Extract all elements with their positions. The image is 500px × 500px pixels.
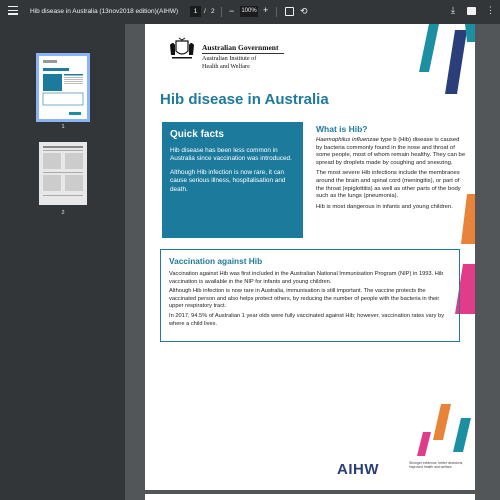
what-is-hib-para-1 xyxy=(316,137,466,167)
vaccination-para-2: Although Hib infection is now rare in Australia, immunisation is still important. The vaccine protects the vaccinated person and also helps protect others, by reducing the number of people with the bacteria in their upper respiratory tract. xyxy=(169,288,440,310)
thumbnail-preview-2 xyxy=(39,142,87,205)
what-is-hib-heading: What is Hib? xyxy=(316,124,368,134)
pdf-page-2-top xyxy=(145,494,475,500)
what-is-hib-body xyxy=(316,137,466,214)
aihw-logo xyxy=(337,461,379,478)
vaccination-para-1: Vaccination against Hib was first included in the Australian National Immunisation Program (NIP) in 1993. Hib vaccination is available in the NIP for infants and young children. xyxy=(169,271,444,285)
quick-facts-box xyxy=(162,122,303,238)
page-thumbnail-2[interactable] xyxy=(39,142,87,205)
page-number-input[interactable]: 1 xyxy=(190,6,201,17)
toolbar-divider xyxy=(221,7,222,17)
page-title: Hib disease in Australia xyxy=(160,91,329,108)
more-icon[interactable]: ⋮ xyxy=(486,5,495,15)
quick-facts-para-1: Hib disease has been less common in Australia since vaccination was introduced. xyxy=(170,147,292,163)
institute-name-line2: Health and Welfare xyxy=(202,63,250,70)
quick-facts-title: Quick facts xyxy=(170,129,224,140)
what-is-hib-para-2: The most severe Hib infections include the membranes around the brain and spinal cord (meningitis), or part of the throat (epiglottitis) as well as other parts of the body such as the lungs (pneumonia). xyxy=(316,170,461,200)
header-divider xyxy=(202,53,284,54)
vaccination-heading: Vaccination against Hib xyxy=(169,256,263,266)
toolbar-divider xyxy=(276,7,277,17)
rotate-icon[interactable]: ⟲ xyxy=(300,6,308,16)
thumbnail-sidebar xyxy=(0,24,125,500)
what-is-hib-para-1-text: type b (Hib) disease is caused by bacteria commonly found in the nose and throat of some people, most of whom remain healthy. They can be spread by droplets made by coughing and sneezing. xyxy=(316,137,466,166)
zoom-input[interactable]: 100% xyxy=(240,6,258,17)
what-is-hib-para-3: Hib is most dangerous in infants and young children. xyxy=(316,203,453,210)
menu-icon[interactable] xyxy=(8,6,18,18)
institute-name-line1: Australian Institute of xyxy=(202,55,257,62)
aihw-tagline: Stronger evidence, better decisions, improved health and welfare xyxy=(409,461,464,470)
print-icon[interactable] xyxy=(467,7,476,15)
species-name: Haemophilus influenzae xyxy=(316,137,379,143)
thumbnail-number-1: 1 xyxy=(61,124,65,130)
quick-facts-para-2: Although Hib infection is now rare, it can cause serious illness, hospitalisation and death. xyxy=(170,168,286,193)
thumbnail-preview-1 xyxy=(39,56,87,119)
page-separator: / xyxy=(204,8,206,15)
vaccination-para-3: In 2017, 94.5% of Australian 1 year olds were fully vaccinated against Hib; however, vaccination rates vary by where a child lives. xyxy=(169,312,445,327)
thumbnail-number-2: 2 xyxy=(61,210,65,216)
page-thumbnail-1[interactable] xyxy=(39,56,87,119)
fit-page-icon[interactable] xyxy=(285,7,294,16)
aihw-logo-text: AIHW xyxy=(337,461,379,478)
document-title: Hib disease in Australia (13nov2018 edition)(AIHW) xyxy=(30,8,179,15)
download-icon[interactable]: ⤓ xyxy=(451,5,455,15)
pdf-page-1 xyxy=(145,24,475,490)
gov-name: Australian Government xyxy=(202,43,279,52)
decorative-strokes-top xyxy=(395,24,475,94)
page-total: 2 xyxy=(211,8,215,15)
zoom-in-icon[interactable]: + xyxy=(263,5,269,15)
vaccination-box xyxy=(160,249,460,342)
zoom-out-icon[interactable]: − xyxy=(229,6,235,16)
pdf-toolbar xyxy=(0,0,500,24)
coat-of-arms-icon xyxy=(168,37,196,61)
